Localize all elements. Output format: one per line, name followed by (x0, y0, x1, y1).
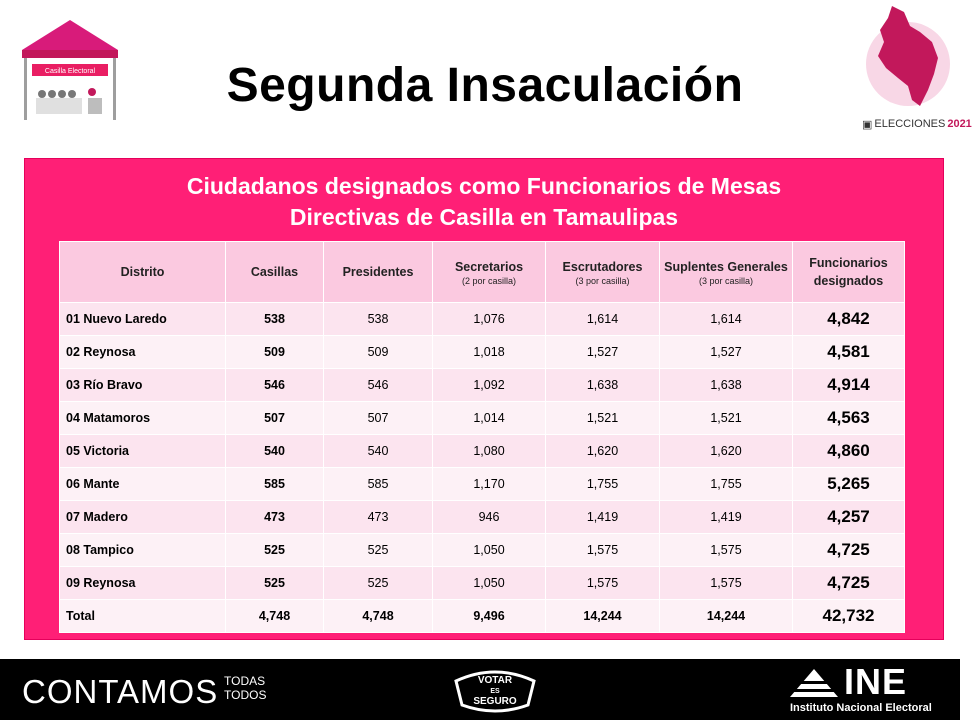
cell-funcionarios: 4,563 (793, 402, 905, 435)
table-row (60, 303, 905, 336)
votar-es-seguro-icon (450, 661, 540, 717)
cell-presidentes: 507 (324, 402, 433, 435)
cell-escrutadores: 1,575 (546, 534, 660, 567)
total-cell-escrutadores: 14,244 (546, 600, 660, 633)
table-row (60, 336, 905, 369)
table-row (60, 534, 905, 567)
cell-secretarios: 946 (433, 501, 546, 534)
total-cell-funcionarios: 42,732 (793, 600, 905, 633)
total-row (60, 600, 905, 633)
table-header-row (60, 242, 905, 303)
cell-secretarios: 1,018 (433, 336, 546, 369)
cell-presidentes: 525 (324, 567, 433, 600)
cell-suplentes: 1,521 (660, 402, 793, 435)
cell-secretarios: 1,050 (433, 534, 546, 567)
cell-distrito: 06 Mante (60, 468, 226, 501)
cell-escrutadores: 1,614 (546, 303, 660, 336)
cell-secretarios: 1,076 (433, 303, 546, 336)
panel-title-line1: Ciudadanos designados como Funcionarios de Mesas (186, 173, 782, 199)
panel-title-line2: Directivas de Casilla en Tamaulipas (289, 204, 679, 230)
cell-distrito: 03 Río Bravo (60, 369, 226, 402)
cell-funcionarios: 4,725 (793, 567, 905, 600)
page-title: Segunda Insaculación (226, 59, 744, 112)
cell-secretarios: 1,050 (433, 567, 546, 600)
elecciones-2021-logo (862, 116, 972, 132)
elecciones-label: ELECCIONES (874, 118, 946, 130)
cell-secretarios: 1,014 (433, 402, 546, 435)
col-header-funcionarios: Funcionarios designados (793, 242, 905, 303)
cell-distrito: 09 Reynosa (60, 567, 226, 600)
cell-distrito: 01 Nuevo Laredo (60, 303, 226, 336)
cell-casillas: 538 (226, 303, 324, 336)
cell-suplentes: 1,575 (660, 567, 793, 600)
cell-suplentes: 1,614 (660, 303, 793, 336)
funcionarios-table (59, 241, 905, 633)
cell-presidentes: 473 (324, 501, 433, 534)
col-header-casillas: Casillas (226, 242, 324, 303)
cell-presidentes: 538 (324, 303, 433, 336)
cell-funcionarios: 4,257 (793, 501, 905, 534)
cell-escrutadores: 1,575 (546, 567, 660, 600)
cell-distrito: 05 Victoria (60, 435, 226, 468)
ine-logo-text: INE (844, 661, 908, 702)
cell-escrutadores: 1,620 (546, 435, 660, 468)
cell-funcionarios: 4,914 (793, 369, 905, 402)
cell-escrutadores: 1,419 (546, 501, 660, 534)
cell-casillas: 546 (226, 369, 324, 402)
cell-presidentes: 525 (324, 534, 433, 567)
cell-suplentes: 1,620 (660, 435, 793, 468)
contamos-logo: CONTAMOS (22, 673, 219, 710)
cell-suplentes: 1,575 (660, 534, 793, 567)
cell-distrito: 07 Madero (60, 501, 226, 534)
svg-text:SEGURO: SEGURO (473, 696, 517, 707)
elecciones-year: 2021 (947, 118, 972, 130)
cell-casillas: 473 (226, 501, 324, 534)
total-cell-distrito: Total (60, 600, 226, 633)
cell-presidentes: 540 (324, 435, 433, 468)
svg-text:VOTAR: VOTAR (477, 675, 513, 686)
table-row (60, 501, 905, 534)
total-cell-casillas: 4,748 (226, 600, 324, 633)
table-row (60, 369, 905, 402)
cell-casillas: 540 (226, 435, 324, 468)
cell-funcionarios: 4,725 (793, 534, 905, 567)
cell-casillas: 525 (226, 534, 324, 567)
cell-distrito: 02 Reynosa (60, 336, 226, 369)
cell-suplentes: 1,638 (660, 369, 793, 402)
svg-text:Casilla Electoral: Casilla Electoral (44, 68, 96, 75)
table-row (60, 435, 905, 468)
results-panel (24, 158, 944, 640)
footer-bar (0, 659, 960, 720)
cell-secretarios: 1,080 (433, 435, 546, 468)
cell-suplentes: 1,527 (660, 336, 793, 369)
cell-distrito: 04 Matamoros (60, 402, 226, 435)
total-cell-secretarios: 9,496 (433, 600, 546, 633)
cell-escrutadores: 1,638 (546, 369, 660, 402)
ine-mark-icon (788, 667, 840, 699)
table-row (60, 567, 905, 600)
cell-escrutadores: 1,755 (546, 468, 660, 501)
cell-escrutadores: 1,521 (546, 402, 660, 435)
cell-presidentes: 546 (324, 369, 433, 402)
cell-escrutadores: 1,527 (546, 336, 660, 369)
total-cell-suplentes: 14,244 (660, 600, 793, 633)
cell-funcionarios: 4,581 (793, 336, 905, 369)
cell-secretarios: 1,092 (433, 369, 546, 402)
svg-text:ES: ES (490, 688, 500, 695)
table-row (60, 468, 905, 501)
cell-suplentes: 1,755 (660, 468, 793, 501)
col-header-presidentes: Presidentes (324, 242, 433, 303)
ine-subtitle: Instituto Nacional Electoral (790, 702, 932, 714)
panel-title (25, 171, 943, 233)
table-row (60, 402, 905, 435)
todas-todos-text: TODAS TODOS (224, 674, 267, 702)
ballot-icon: ▣ (862, 118, 873, 131)
cell-casillas: 507 (226, 402, 324, 435)
col-header-suplentes: Suplentes Generales (3 por casilla) (660, 242, 793, 303)
cell-funcionarios: 4,842 (793, 303, 905, 336)
total-cell-presidentes: 4,748 (324, 600, 433, 633)
cell-funcionarios: 5,265 (793, 468, 905, 501)
col-header-escrutadores: Escrutadores (3 por casilla) (546, 242, 660, 303)
cell-presidentes: 509 (324, 336, 433, 369)
col-header-secretarios: Secretarios (2 por casilla) (433, 242, 546, 303)
cell-secretarios: 1,170 (433, 468, 546, 501)
cell-casillas: 585 (226, 468, 324, 501)
cell-suplentes: 1,419 (660, 501, 793, 534)
cell-presidentes: 585 (324, 468, 433, 501)
cell-casillas: 525 (226, 567, 324, 600)
cell-distrito: 08 Tampico (60, 534, 226, 567)
cell-casillas: 509 (226, 336, 324, 369)
cell-funcionarios: 4,860 (793, 435, 905, 468)
col-header-distrito: Distrito (60, 242, 226, 303)
